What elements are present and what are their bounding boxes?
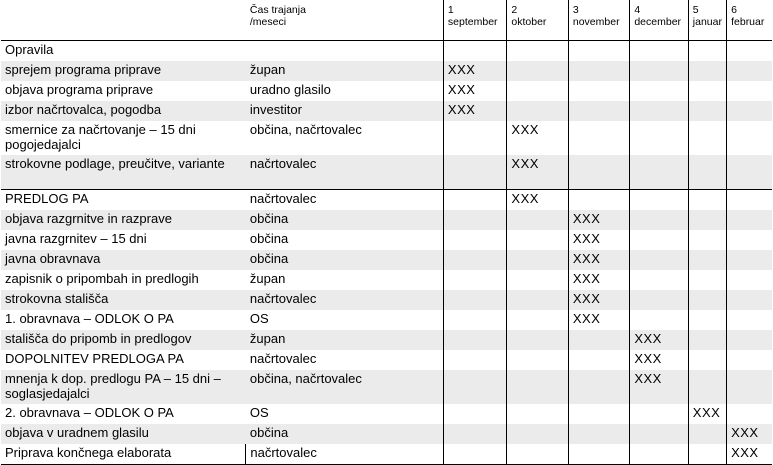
schedule-cell — [568, 190, 629, 211]
schedule-cell — [688, 330, 726, 350]
schedule-cell — [630, 81, 688, 101]
schedule-cell — [443, 190, 506, 211]
schedule-mark: XXX — [443, 101, 506, 121]
schedule-cell — [507, 230, 568, 250]
schedule-cell — [443, 370, 506, 404]
table-row — [1, 61, 772, 81]
table-row — [1, 444, 772, 465]
schedule-cell — [568, 61, 629, 81]
schedule-cell — [630, 101, 688, 121]
schedule-cell — [727, 190, 772, 211]
schedule-cell — [443, 121, 506, 155]
schedule-mark: XXX — [568, 210, 629, 230]
schedule-mark: XXX — [688, 404, 726, 424]
schedule-mark: XXX — [443, 81, 506, 101]
schedule-cell — [688, 370, 726, 404]
responsible-cell: načrtovalec — [246, 444, 444, 465]
task-cell: zapisnik o pripombah in predlogih — [5, 271, 199, 286]
responsible-cell: občina — [246, 424, 444, 444]
schedule-cell — [688, 121, 726, 155]
schedule-mark: XXX — [727, 424, 772, 444]
schedule-cell — [727, 404, 772, 424]
schedule-cell — [688, 444, 726, 465]
schedule-cell — [507, 101, 568, 121]
schedule-cell — [727, 310, 772, 330]
schedule-cell — [630, 270, 688, 290]
month-name: september — [447, 16, 498, 28]
month-number: 3 — [572, 4, 579, 16]
responsible-cell: župan — [246, 330, 444, 350]
month-number: 5 — [692, 4, 699, 16]
responsible-cell: občina — [246, 210, 444, 230]
table-row — [1, 210, 772, 230]
task-cell: strokovne podlage, preučitve, variante — [1, 155, 246, 190]
schedule-cell — [507, 424, 568, 444]
schedule-cell — [443, 404, 506, 424]
schedule-cell — [443, 290, 506, 310]
schedule-cell — [568, 370, 629, 404]
schedule-cell — [443, 155, 506, 190]
schedule-mark: XXX — [727, 444, 772, 465]
schedule-cell — [507, 270, 568, 290]
schedule-cell — [630, 230, 688, 250]
schedule-cell — [688, 101, 726, 121]
table-row — [1, 330, 772, 350]
task-cell: DOPOLNITEV PREDLOGA PA — [5, 351, 184, 366]
schedule-cell — [568, 404, 629, 424]
schedule-cell — [630, 210, 688, 230]
schedule-cell — [568, 424, 629, 444]
schedule-cell — [507, 350, 568, 370]
schedule-cell — [688, 81, 726, 101]
table-row — [1, 350, 772, 370]
responsible-cell: načrtovalec — [246, 290, 444, 310]
task-cell: stališča do pripomb in predlogov — [1, 330, 246, 350]
schedule-cell — [507, 404, 568, 424]
table-row — [1, 81, 772, 101]
table-row — [1, 121, 772, 155]
section-row — [1, 41, 772, 62]
schedule-cell — [727, 101, 772, 121]
responsible-cell: načrtovalec — [249, 191, 317, 206]
task-cell: javna obravnava — [1, 250, 246, 270]
task-cell: smernice za načrtovanje – 15 dni pogojedajalci — [5, 122, 196, 152]
schedule-cell — [507, 444, 568, 465]
table-row — [1, 424, 772, 444]
schedule-mark: XXX — [443, 61, 506, 81]
schedule-mark: XXX — [630, 330, 688, 350]
month-name: januar — [692, 16, 722, 28]
duration-label-line2: /meseci — [249, 16, 287, 28]
month-header-6 — [727, 0, 772, 41]
month-number: 4 — [634, 4, 641, 16]
schedule-cell — [443, 444, 506, 465]
schedule-mark: XXX — [630, 350, 688, 370]
task-cell: 2. obravnava – ODLOK O PA — [5, 405, 174, 420]
table-row — [1, 190, 772, 211]
month-name: oktober — [511, 16, 547, 28]
table-row — [1, 270, 772, 290]
schedule-cell — [568, 121, 629, 155]
table-row — [1, 155, 772, 190]
schedule-cell — [507, 310, 568, 330]
responsible-cell: občina — [246, 250, 444, 270]
schedule-cell — [727, 350, 772, 370]
schedule-cell — [568, 101, 629, 121]
schedule-cell — [727, 370, 772, 404]
schedule-mark: XXX — [568, 250, 629, 270]
schedule-cell — [630, 250, 688, 270]
table-row — [1, 404, 772, 424]
schedule-cell — [688, 155, 726, 190]
schedule-cell — [727, 121, 772, 155]
schedule-cell — [688, 290, 726, 310]
table-row — [1, 230, 772, 250]
month-header-4 — [630, 0, 688, 41]
month-number: 1 — [447, 4, 454, 16]
schedule-cell — [568, 350, 629, 370]
header-row — [1, 0, 772, 41]
table-row — [1, 250, 772, 270]
schedule-cell — [630, 424, 688, 444]
schedule-cell — [507, 61, 568, 81]
responsible-cell: občina — [249, 231, 289, 246]
schedule-table — [1, 0, 772, 465]
schedule-cell — [507, 250, 568, 270]
task-cell: objava programa priprave — [5, 82, 154, 97]
schedule-mark: XXX — [568, 310, 629, 330]
month-number: 6 — [731, 4, 737, 16]
schedule-cell — [443, 424, 506, 444]
schedule-cell — [507, 81, 568, 101]
task-cell: izbor načrtovalca, pogodba — [1, 101, 246, 121]
task-cell: Priprava končnega elaborata — [5, 445, 172, 460]
schedule-cell — [630, 404, 688, 424]
schedule-cell — [727, 81, 772, 101]
schedule-cell — [727, 155, 772, 190]
schedule-cell — [630, 290, 688, 310]
month-header-2 — [507, 0, 568, 41]
schedule-cell — [443, 250, 506, 270]
responsible-cell: načrtovalec — [246, 155, 444, 190]
schedule-cell — [507, 370, 568, 404]
task-cell: objava razgrnitve in razprave — [1, 210, 246, 230]
responsible-cell: uradno glasilo — [249, 82, 331, 97]
duration-label-line1: Čas trajanja — [249, 4, 306, 16]
month-name: november — [572, 16, 620, 28]
month-number: 2 — [511, 4, 518, 16]
responsible-cell: investitor — [246, 101, 444, 121]
table-row — [1, 101, 772, 121]
schedule-cell — [443, 210, 506, 230]
task-cell: strokovna stališča — [1, 290, 246, 310]
responsible-cell: OS — [249, 405, 269, 420]
schedule-cell — [727, 270, 772, 290]
schedule-mark: XXX — [507, 190, 568, 211]
schedule-mark: XXX — [507, 121, 568, 155]
month-name: februar — [731, 16, 765, 28]
table-row — [1, 310, 772, 330]
schedule-cell — [507, 330, 568, 350]
schedule-cell — [688, 310, 726, 330]
schedule-cell — [688, 250, 726, 270]
schedule-cell — [688, 350, 726, 370]
schedule-cell — [443, 230, 506, 250]
schedule-cell — [727, 250, 772, 270]
responsible-cell: OS — [249, 311, 269, 326]
schedule-cell — [568, 81, 629, 101]
schedule-cell — [568, 444, 629, 465]
schedule-cell — [688, 424, 726, 444]
task-cell: sprejem programa priprave — [1, 61, 246, 81]
schedule-cell — [630, 310, 688, 330]
schedule-cell — [688, 61, 726, 81]
schedule-mark: XXX — [568, 270, 629, 290]
responsible-cell: župan — [246, 61, 444, 81]
schedule-mark: XXX — [568, 290, 629, 310]
schedule-cell — [443, 270, 506, 290]
responsible-cell: župan — [249, 271, 286, 286]
month-name: december — [634, 16, 682, 28]
table-row — [1, 290, 772, 310]
month-header-5 — [688, 0, 726, 41]
schedule-cell — [727, 230, 772, 250]
schedule-cell — [568, 330, 629, 350]
schedule-cell — [688, 230, 726, 250]
task-cell: mnenja k dop. predlogu PA – 15 dni – soglasjedajalci — [1, 370, 246, 404]
schedule-cell — [507, 290, 568, 310]
schedule-mark: XXX — [630, 370, 688, 404]
schedule-cell — [507, 210, 568, 230]
schedule-mark: XXX — [507, 155, 568, 190]
responsible-cell: občina, načrtovalec — [249, 122, 362, 137]
schedule-cell — [443, 330, 506, 350]
month-header-1 — [443, 0, 506, 41]
schedule-cell — [630, 121, 688, 155]
schedule-cell — [630, 61, 688, 81]
task-cell: PREDLOG PA — [5, 191, 89, 206]
month-header-3 — [568, 0, 629, 41]
schedule-cell — [727, 330, 772, 350]
table-row — [1, 370, 772, 404]
schedule-cell — [727, 290, 772, 310]
task-cell: javna razgrnitev – 15 dni — [5, 231, 147, 246]
schedule-cell — [727, 210, 772, 230]
task-cell: objava v uradnem glasilu — [1, 424, 246, 444]
schedule-cell — [630, 190, 688, 211]
schedule-cell — [688, 270, 726, 290]
header-duration-cell — [246, 0, 444, 41]
task-cell: 1. obravnava – ODLOK O PA — [5, 311, 174, 326]
schedule-cell — [630, 155, 688, 190]
schedule-mark: XXX — [568, 230, 629, 250]
schedule-cell — [443, 350, 506, 370]
responsible-cell: občina, načrtovalec — [246, 370, 444, 404]
schedule-cell — [727, 61, 772, 81]
schedule-cell — [568, 155, 629, 190]
responsible-cell: načrtovalec — [249, 351, 317, 366]
section-title: Opravila — [5, 42, 54, 57]
schedule-cell — [443, 310, 506, 330]
schedule-cell — [688, 210, 726, 230]
schedule-cell — [688, 190, 726, 211]
task-rows — [1, 61, 772, 465]
schedule-cell — [630, 444, 688, 465]
header-task-cell — [1, 0, 246, 41]
